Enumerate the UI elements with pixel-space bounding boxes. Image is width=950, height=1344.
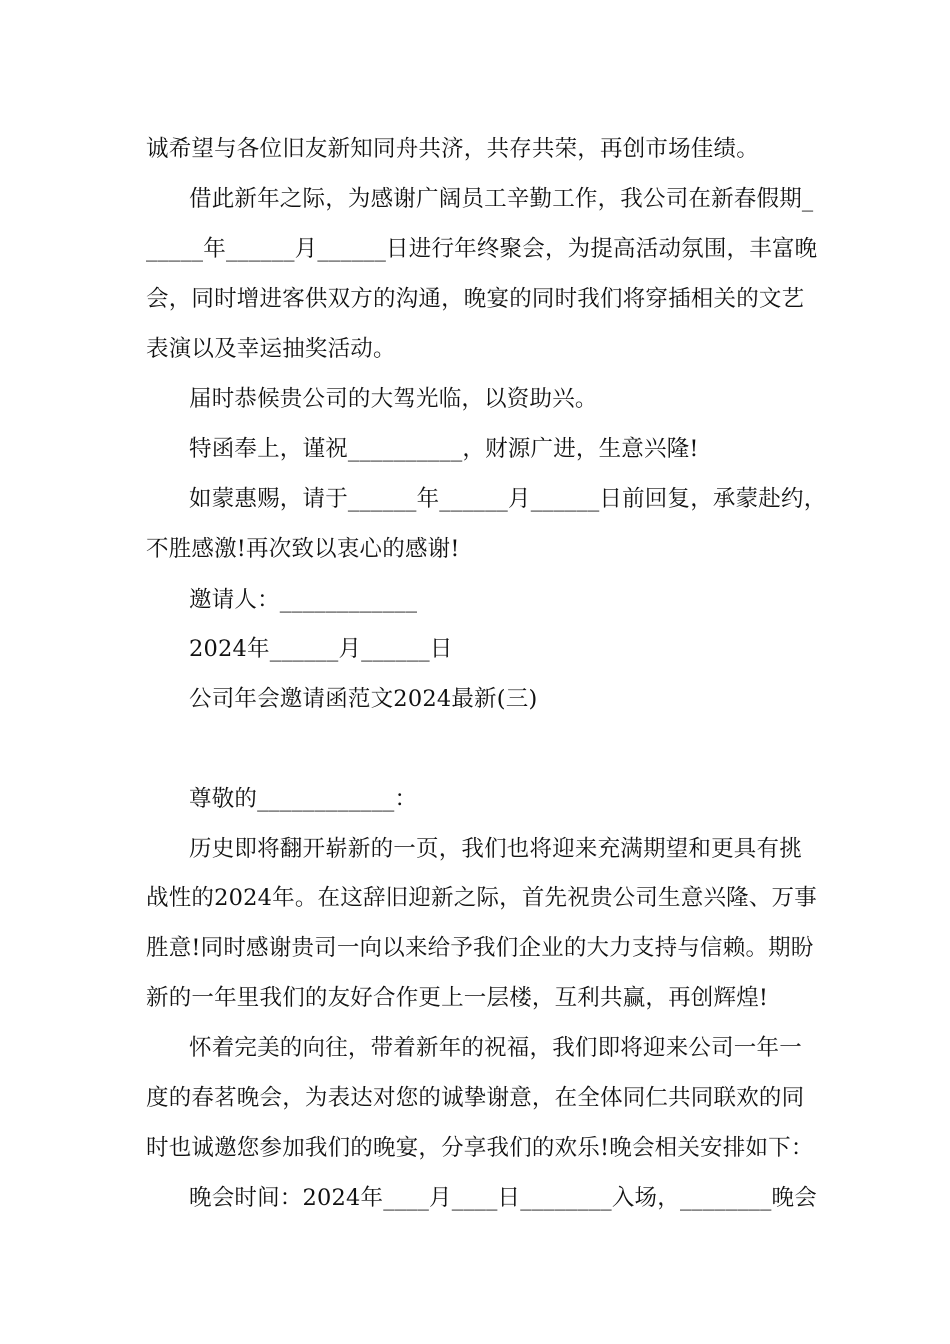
- text-line: 诚希望与各位旧友新知同舟共济，共存共荣，再创市场佳绩。: [146, 136, 759, 162]
- text-line: 新的一年里我们的友好合作更上一层楼，互利共赢，再创辉煌!: [146, 985, 769, 1011]
- text-line: 度的春茗晚会，为表达对您的诚挚谢意，在全体同仁共同联欢的同: [146, 1085, 805, 1111]
- salutation: 尊敬的____________：: [189, 786, 418, 812]
- text-line: 会，同时增进客供双方的沟通，晚宴的同时我们将穿插相关的文艺: [146, 286, 805, 312]
- text-line: 借此新年之际，为感谢广阔员工辛勤工作，我公司在新春假期_: [189, 186, 814, 212]
- text-line: 2024年______月______日: [189, 636, 453, 662]
- text-line: 邀请人：____________: [189, 587, 418, 613]
- text-line: 特函奉上，谨祝__________，财源广进，生意兴隆!: [189, 436, 699, 462]
- text-line: 不胜感激!再次致以衷心的感谢!: [146, 536, 460, 562]
- text-line: _____年______月______日进行年终聚会，为提高活动氛围，丰富晚: [146, 236, 818, 262]
- text-line: 如蒙惠赐，请于______年______月______日前回复，承蒙赴约，: [189, 486, 827, 512]
- text-line: 届时恭候贵公司的大驾光临，以资助兴。: [189, 386, 598, 412]
- text-line: 胜意!同时感谢贵司一向以来给予我们企业的大力支持与信赖。期盼: [146, 935, 814, 961]
- section-heading: 公司年会邀请函范文2024最新(三): [189, 686, 538, 712]
- text-line: 表演以及幸运抽奖活动。: [146, 336, 396, 362]
- text-line: 怀着完美的向往，带着新年的祝福，我们即将迎来公司一年一: [189, 1035, 802, 1061]
- text-line: 时也诚邀您参加我们的晚宴，分享我们的欢乐!晚会相关安排如下：: [146, 1135, 814, 1161]
- text-line: 历史即将翻开崭新的一页，我们也将迎来充满期望和更具有挑: [189, 836, 802, 862]
- text-line: 晚会时间：2024年____月____日________入场，________晚会: [189, 1185, 817, 1211]
- text-line: 战性的2024年。在这辞旧迎新之际，首先祝贵公司生意兴隆、万事: [146, 885, 817, 911]
